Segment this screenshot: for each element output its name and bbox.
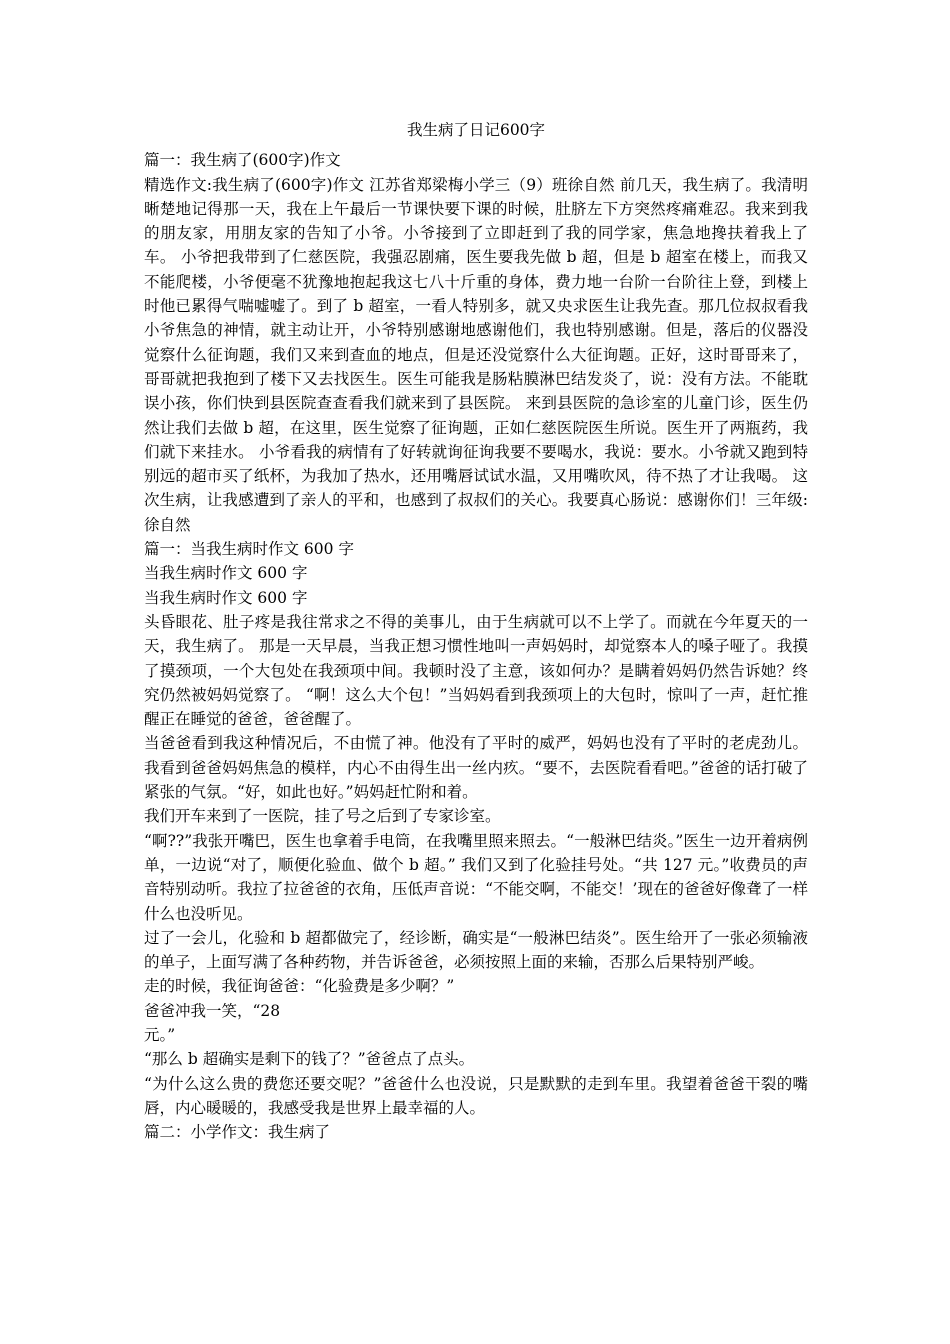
paragraph: 过了一会儿，化验和 b 超都做完了，经诊断，确实是“一般淋巴结炎”。医生给开了一张必须输液的单子，上面写满了各种药物，并告诉爸爸，必须按照上面的来输，否那么后果特别严峻。 — [144, 928, 808, 972]
paragraph: “那么 b 超确实是剩下的钱了？”爸爸点了点头。 — [144, 1050, 475, 1069]
paragraph: 头昏眼花、肚子疼是我往常求之不得的美事儿，由于生病就可以不上学了。而就在今年夏天的一天，我生病了。 那是一天早晨，当我正想习惯性地叫一声妈妈时，却觉察本人的嗓子哑了。我摸了摸颈项，一个大包处在我颈项中间。我顿时没了主意，该如何办？是瞒着妈妈仍然告诉她？终究仍然被妈妈觉察了。 “啊！这么大个包！”当妈妈看到我颈项上的大包时，惊叫了一声，赶忙推醒正在睡觉的爸爸，爸爸醒了。 — [144, 612, 808, 729]
paragraph: 篇二：小学作文：我生病了 — [144, 1123, 331, 1142]
paragraph: 篇一：我生病了(600字)作文 — [144, 151, 341, 170]
paragraph: “啊??”我张开嘴巴，医生也拿着手电筒，在我嘴里照来照去。“一般淋巴结炎。”医生一边开着病例单，一边说“对了，顺便化验血、做个 b 超。” 我们又到了化验挂号处。“共 127 元。”收费员的声音特别动听。我拉了拉爸爸的衣角，压低声音说：“不能交啊，不能交！’现在的爸爸好像聋了一样什么也没听见。 — [144, 831, 808, 923]
paragraph: “为什么这么贵的费您还要交呢？”爸爸什么也没说，只是默默的走到车里。我望着爸爸干裂的嘴唇，内心暖暖的，我感受我是世界上最幸福的人。 — [144, 1074, 808, 1117]
paragraph: 走的时候，我征询爸爸：“化验费是多少啊？” — [144, 977, 455, 996]
paragraph: 元。” — [144, 1025, 176, 1044]
paragraph: 精选作文:我生病了(600字)作文 江苏省郑梁梅小学三（9）班徐自然 前几天，我生病了。我清明晰楚地记得那一天，我在上午最后一节课快要下课的时候，肚脐左下方突然疼痛难忍。我来到我的朋友家，用朋友家的告知了小爷。小爷接到了立即赶到了我的同学家，焦急地搀扶着我上了车。 小爷把我带到了仁慈医院，我强忍剧痛，医生要我先做 b 超，但是 b 超室在楼上，而我又不能爬楼，小爷便毫不犹豫地抱起我这七八十斤重的身体，费力地一台阶一台阶往上登，到楼上时他已累得气喘嘘嘘了。到了 b 超室，一看人特别多，就又央求医生让我先查。那几位叔叔看我小爷焦急的神情，就主动让开，小爷特别感谢地感谢他们，我也特别感谢。但是，落后的仪器没觉察什么征询题，我们又来到查血的地点，但是还没觉察什么大征询题。正好，这时哥哥来了，哥哥就把我抱到了楼下又去找医生。医生可能我是肠粘膜淋巴结发炎了，说：没有方法。不能耽误小孩，你们快到县医院查查看我们就来到了县医院。 来到县医院的急诊室的儿童门诊，医生仍然让我们去做 b 超，在这里，医生觉察了征询题，正如仁慈医院医生所说。医生开了两瓶药，我们就下来挂水。 小爷看我的病情有了好转就询征询我要不要喝水，我说：要水。小爷就又跑到特别远的超市买了纸杯，为我加了热水，还用嘴唇试试水温，又用嘴吹风，待不热了才让我喝。 这次生病，让我感遭到了亲人的平和，也感到了叔叔们的关心。我要真心肠说：感谢你们！三年级:徐自然 — [144, 175, 808, 534]
paragraph: 我们开车来到了一医院，挂了号之后到了专家诊室。 — [144, 807, 501, 826]
paragraph: 当我生病时作文 600 字 — [144, 564, 308, 583]
paragraph: 篇一：当我生病时作文 600 字 — [144, 540, 354, 559]
paragraph: 爸爸冲我一笑，“28 — [144, 1001, 281, 1020]
document-page — [144, 118, 808, 1144]
paragraph: 当我生病时作文 600 字 — [144, 588, 308, 607]
paragraph: 当爸爸看到我这种情况后，不由慌了神。他没有了平时的威严，妈妈也没有了平时的老虎劲儿。我看到爸爸妈妈焦急的模样，内心不由得生出一丝内疚。“要不，去医院看看吧。”爸爸的话打破了紧张的气氛。“好，如此也好。”妈妈赶忙附和着。 — [144, 734, 808, 802]
document-title: 我生病了日记600字 — [406, 121, 546, 139]
